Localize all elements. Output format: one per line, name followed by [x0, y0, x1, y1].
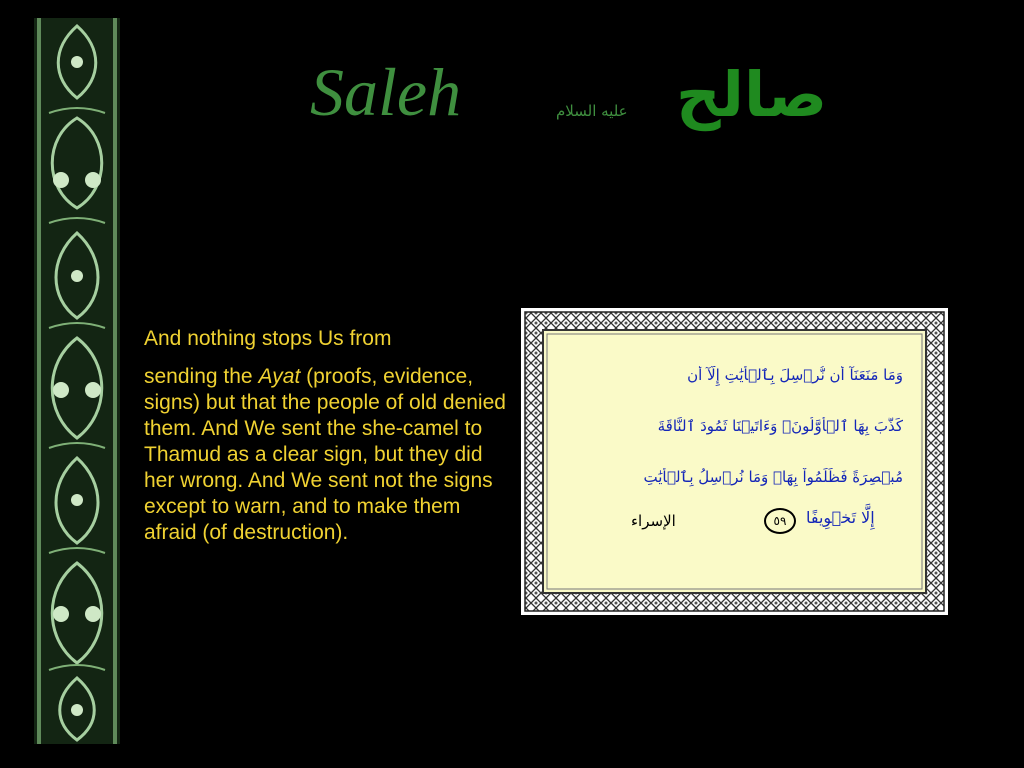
ayat-term: Ayat	[258, 365, 301, 388]
verse-line-3: مُبۡصِرَةً فَظَلَمُواْ بِهَاۚ وَمَا نُرۡسِلُ بِٱلۡأٓيَٰتِ	[643, 468, 903, 486]
translation-paragraph	[144, 364, 516, 546]
verse-lines	[573, 366, 903, 519]
ornament-pattern-icon	[34, 18, 120, 744]
slide-title-honorific: عليه السلام	[556, 102, 628, 120]
translation-text	[144, 326, 516, 546]
slide-title-arabic: صالح	[676, 58, 828, 131]
verse-number-badge: ٥٩	[764, 508, 796, 534]
ornamental-side-strip	[34, 18, 120, 744]
verse-line-1: وَمَا مَنَعَنَآ أَن نُّرۡسِلَ بِٱلۡأٓيَٰتِ إِلَّآ أَن	[687, 366, 903, 384]
translation-line-1: And nothing stops Us from	[144, 327, 392, 350]
verse-line-2: كَذَّبَ بِهَا ٱلۡأَوَّلُونَۚ وَءَاتَيۡنَا ثَمُودَ ٱلنَّاقَةَ	[657, 417, 903, 435]
quran-verse-image	[521, 308, 948, 615]
verse-line-4: إِلَّا تَخۡوِيفًا	[806, 508, 875, 527]
translation-text-rest: (proofs, evidence, signs) but that the people of old denied them. And We sent the she-camel to Thamud as a clear sign, but they did her wrong. And We sent not the signs except to warn, and to make them afraid (of destruction).	[144, 365, 506, 544]
surah-name: الإسراء	[631, 512, 676, 530]
translation-text-start: sending the	[144, 365, 259, 388]
slide-title-english: Saleh	[310, 54, 462, 130]
